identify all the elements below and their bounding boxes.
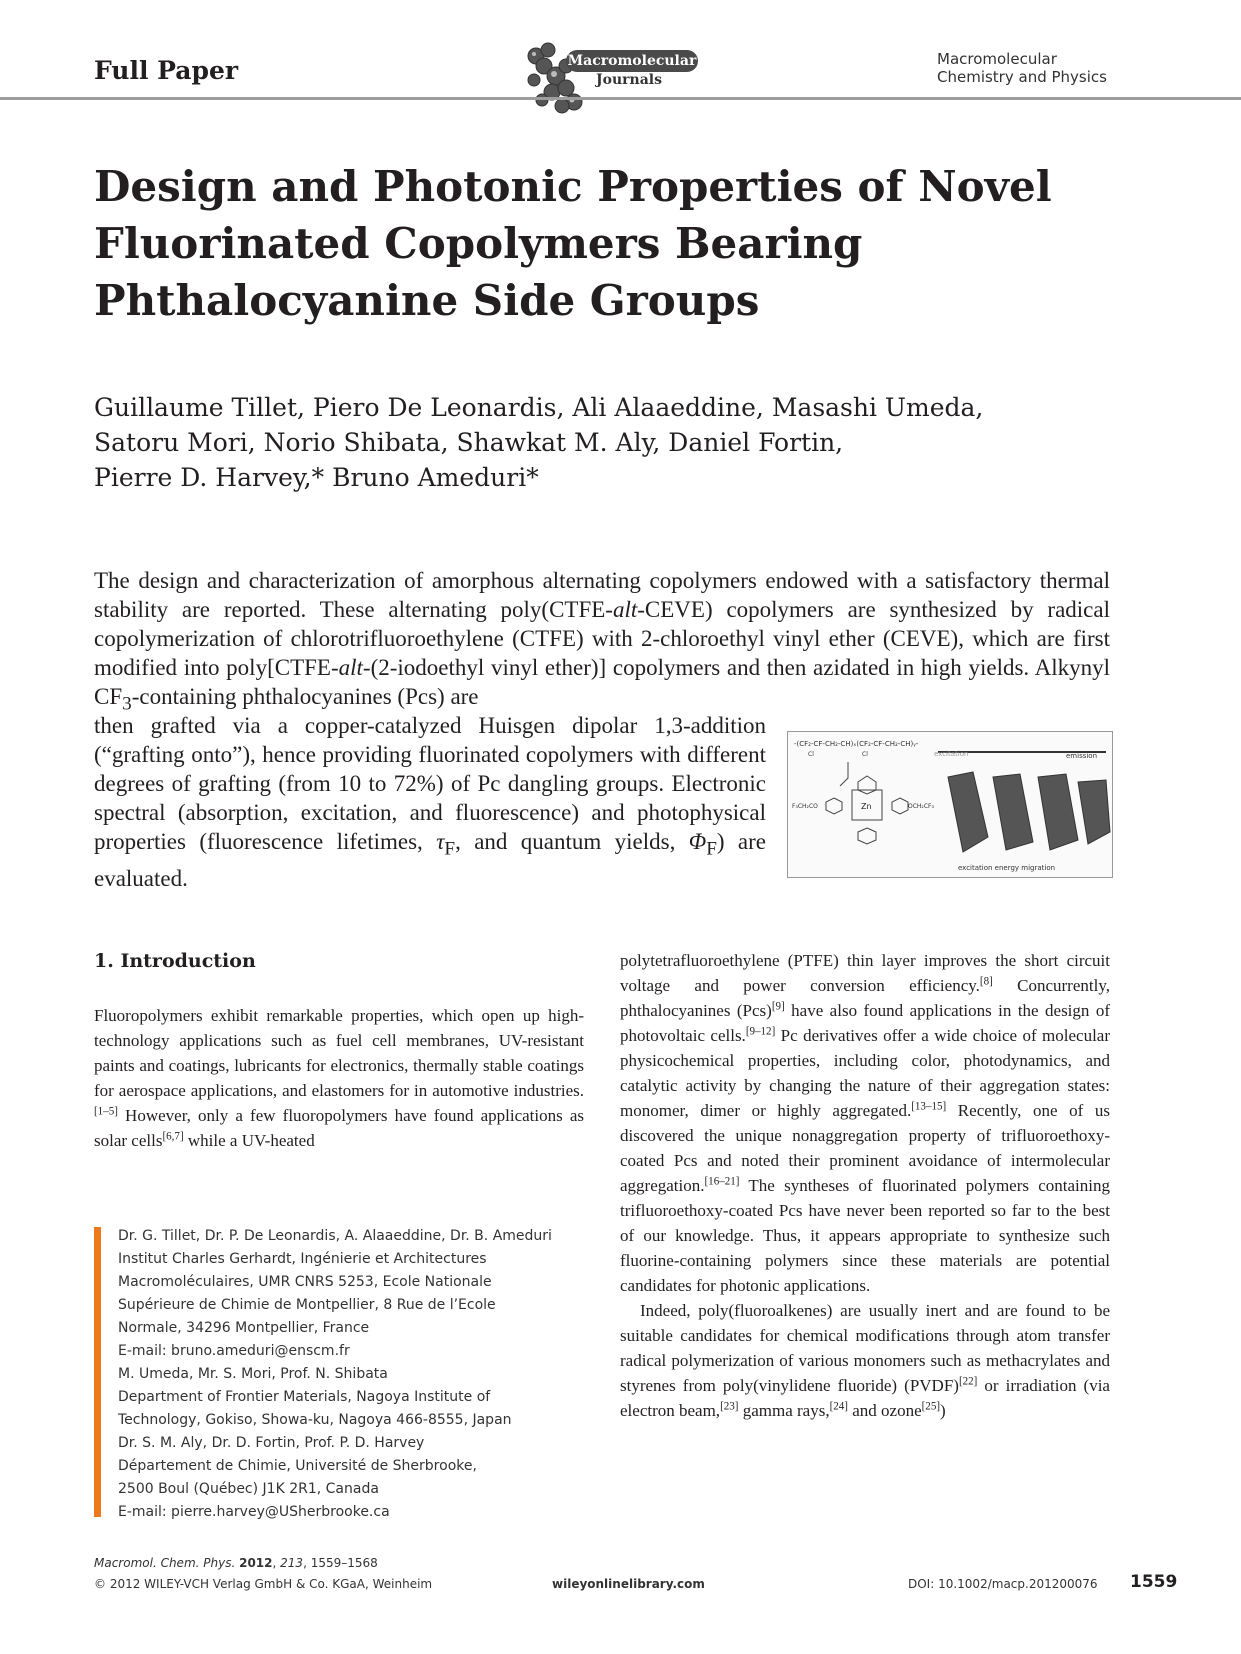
paragraph: Indeed, poly(fluoroalkenes) are usually inert and are found to be suitable candidates for chemical modifications through atom transfer radical polymerization of various monomers such as methacrylates and styrenes from poly(vinylidene fluoride) (PVDF)[22] or irradiation (via electron beam,[23] gamma rays,[24] and ozone[25]) [620, 1301, 1110, 1420]
doi-text[interactable]: DOI: 10.1002/macp.201200076 [908, 1577, 1098, 1591]
copyright-line: © 2012 WILEY-VCH Verlag GmbH & Co. KGaA, Weinheim [94, 1577, 433, 1591]
polymer-formula: -(CF₂-CF-CH₂-CH)ₓ(CF₂-CF-CH₂-CH)ᵧ- [794, 740, 919, 748]
journal-logo [522, 36, 700, 118]
abstract-paragraph-continued: then grafted via a copper-catalyzed Huisgen dipolar 1,3-addition (“grafting onto”), hence providing fluorinated copolymers with different degrees of grafting (from 10 to 72%) of Pc dangling groups. Electronic spectral (absorption, excitation, and fluorescence) and photophysical properties (fluorescence lifetimes, $\tau_F$, and quantum yields, $\Phi_F$) are evaluated. [94, 713, 766, 891]
title-line: Design and Photonic Properties of Novel [94, 162, 1052, 211]
body-column-left: Fluoropolymers exhibit remarkable properties, which open up high-technology applications such as fuel cell membranes, UV-resistant paints and coatings, lubricants for electronics, thermally stable coatings for aerospace applications, and elastomers for in automotive industries.[1–5] However, only a few fluoropolymers have found applications as solar cells[6,7] while a UV-heated [94, 1006, 584, 1150]
substituent-label: OCH₂CF₃ [908, 803, 934, 810]
logo-wordmark: Macromolecular [566, 50, 698, 72]
paragraph: polytetrafluoroethylene (PTFE) thin layer improves the short circuit voltage and power conversion efficiency.[8] Concurrently, phthalocyanines (Pcs)[9] have also found applications in the design of photovoltaic cells.[9–12] Pc derivatives offer a wide choice of molecular physicochemical properties, including color, photodynamics, and catalytic activity by changing the nature of their aggregation states: monomer, dimer or highly aggregated.[13–15] Recently, one of us discovered the unique nonaggregation property of trifluoroethoxy-coated Pcs and noted their prominent avoidance of intermolecular aggregation.[16–21] The syntheses of fluorinated polymers containing trifluoroethoxy-coated Pcs have never been reported so far to the best of our knowledge. Thus, it appears appropriate to synthesize such fluorine-containing polymers since these materials are potential candidates for photonic applications. [620, 951, 1110, 1295]
toc-graphic [787, 731, 1113, 878]
title-line: Fluorinated Copolymers Bearing [94, 219, 863, 268]
website-link[interactable]: wileyonlinelibrary.com [552, 1577, 705, 1591]
article-title [94, 158, 1094, 329]
zinc-label: Zn [861, 802, 872, 811]
title-line: Phthalocyanine Side Groups [94, 276, 760, 325]
affiliation-text: Dr. G. Tillet, Dr. P. De Leonardis, A. Alaaeddine, Dr. B. Ameduri Institut Charles Gerhardt, Ingénierie et Architectures Macromoléculaires, UMR CNRS 5253, Ecole Nationale Supérieure de Chimie de Montpellier, 8 Rue de l’Ecole Normale, 34296 Montpellier, France E-mail: bruno.ameduri@enscm.fr M. Umeda, Mr. S. Mori, Prof. N. Shibata Department of Frontier Materials, Nagoya Institute of Technology, Gokiso, Showa-ku, Nagoya 466-8555, Japan Dr. S. M. Aly, Dr. D. Fortin, Prof. P. D. Harvey Département de Chimie, Université de Sherbrooke, 2500 Boul (Québec) J1K 2R1, Canada E-mail: pierre.harvey@USherbrooke.ca [118, 1225, 588, 1524]
body-column-right [620, 948, 1110, 1423]
affiliation-accent-bar [94, 1227, 101, 1517]
migration-label: excitation energy migration [958, 864, 1056, 872]
author-line: Guillaume Tillet, Piero De Leonardis, Ali Alaaeddine, Masashi Umeda, [94, 393, 984, 422]
excitation-label: excitation [934, 750, 969, 758]
emission-label: emission [1066, 752, 1098, 760]
section-label: Full Paper [94, 56, 239, 85]
author-line: Satoru Mori, Norio Shibata, Shawkat M. Aly, Daniel Fortin, [94, 428, 844, 457]
page-number: 1559 [1130, 1572, 1178, 1592]
header-rule [0, 97, 1241, 100]
email-link[interactable]: E-mail: pierre.harvey@USherbrooke.ca [118, 1504, 390, 1520]
phthalocyanine-structure-figure [788, 732, 1112, 877]
journal-name-line1: Macromolecular [937, 50, 1057, 68]
citation-line: Macromol. Chem. Phys. 2012, 213, 1559–1568 [94, 1556, 378, 1570]
email-link[interactable]: E-mail: bruno.ameduri@enscm.fr [118, 1343, 350, 1359]
abstract-paragraph: The design and characterization of amorphous alternating copolymers endowed with a satisfactory thermal stability are reported. These alternating poly(CTFE-alt-CEVE) copolymers are synthesized by radical copolymerization of chlorotrifluoroethylene (CTFE) with 2-chloroethyl vinyl ether (CEVE), which are first modified into poly[CTFE-alt-(2-iodoethyl vinyl ether)] copolymers and then azidated in high yields. Alkynyl $CF_3$-containing phthalocyanines (Pcs) are [94, 568, 1110, 715]
cl-label: Cl [862, 751, 868, 758]
journal-name-line2: Chemistry and Physics [937, 68, 1107, 86]
cl-label: Cl [808, 751, 814, 758]
author-line: Pierre D. Harvey,* Bruno Ameduri* [94, 463, 539, 492]
molecule-logo-icon [522, 36, 592, 118]
section-heading: 1. Introduction [94, 950, 256, 972]
logo-subtitle: Journals [596, 72, 662, 88]
author-list [94, 390, 1094, 495]
substituent-label: F₃CH₂CO [792, 803, 818, 810]
journal-name [937, 50, 1107, 86]
